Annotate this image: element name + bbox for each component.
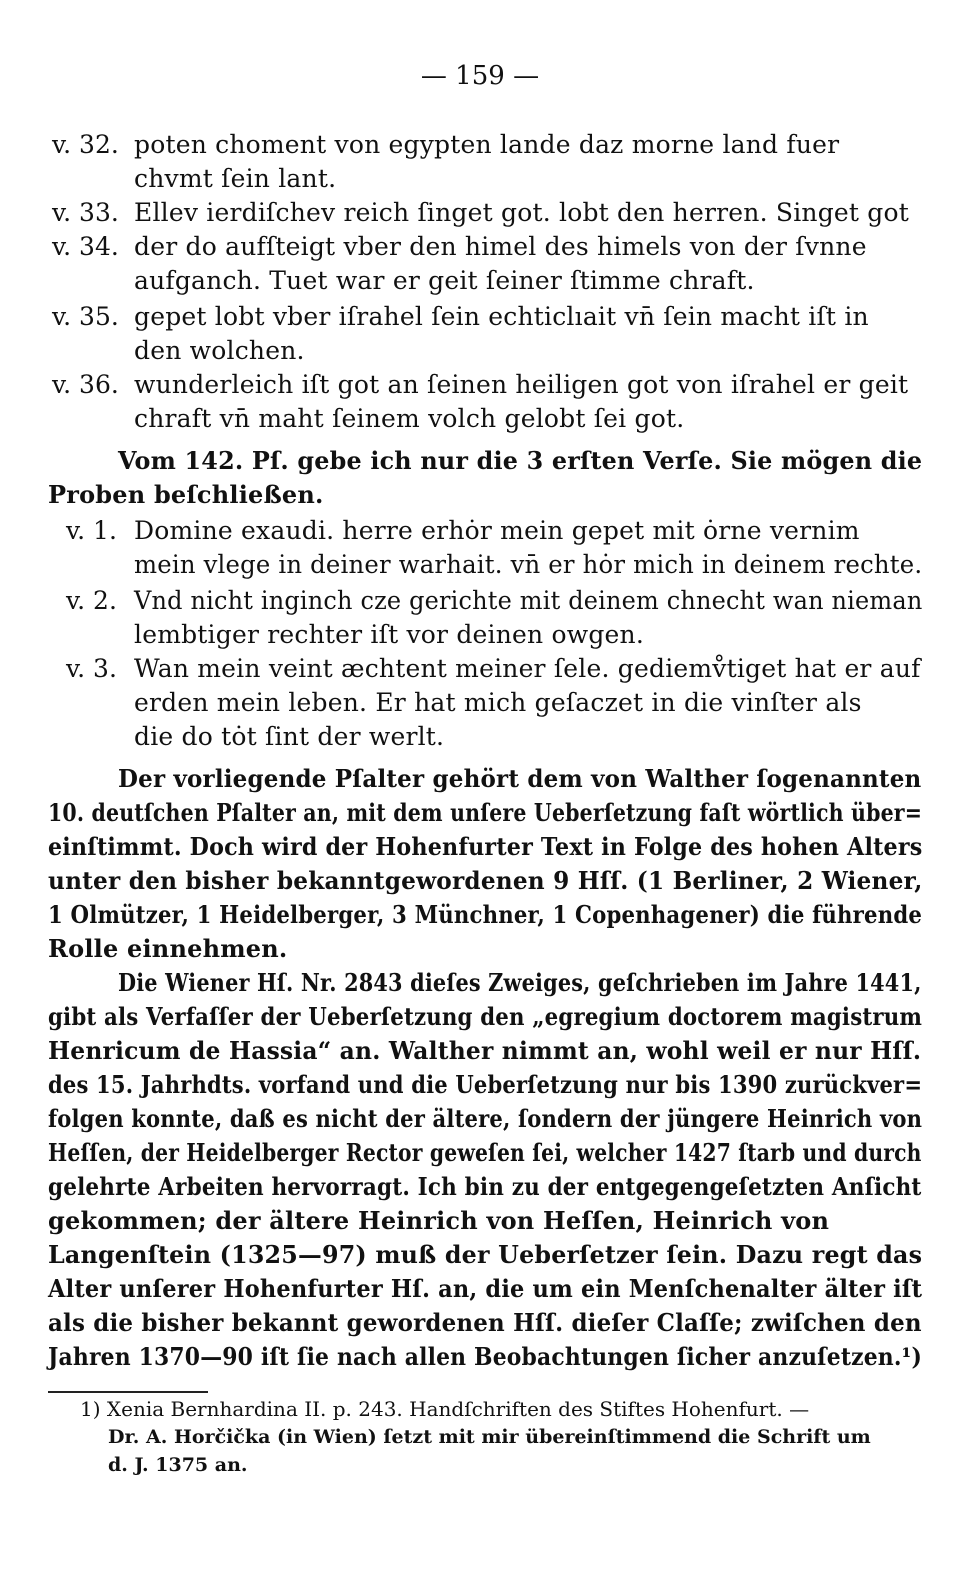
body-line: gekommen; der ältere Heinrich von Heſſen, Heinrich von: [48, 1206, 830, 1235]
verse-line: Vnd nicht inginch cze gerichte mit deinem chnecht wan nieman: [134, 586, 923, 615]
verse-line: die do tȯt ſint der werlt.: [134, 722, 445, 751]
verse-ref: v. 36.: [52, 370, 119, 399]
verse-line: der do aufſteigt vber den himel des himels von der ſvnne: [134, 232, 867, 261]
verse-ref: v. 2.: [66, 586, 117, 615]
verse-ref: v. 3.: [66, 654, 117, 683]
body-line: Die Wiener Hſ. Nr. 2843 dieſes Zweiges, geſchrieben im Jahre 1441,: [118, 968, 922, 997]
verse-line: aufganch. Tuet war er geit ſeiner ſtimme chraft.: [134, 266, 755, 295]
intro-line: Vom 142. Pſ. gebe ich nur die 3 erſten Verſe. Sie mögen die: [118, 446, 923, 475]
body-line: Langenſtein (1325—97) muß der Ueberſetzer ſein. Dazu regt das: [48, 1240, 923, 1269]
footnote-rule: [48, 1391, 208, 1393]
verse-line: poten choment von egypten lande daz morne land fuer: [134, 130, 840, 159]
body-line: einſtimmt. Doch wird der Hohenfurter Text in Folge des hohen Alters: [48, 832, 923, 861]
body-line: 10. deutſchen Pſalter an, mit dem unſere Ueberſetzung faſt wörtlich über=: [48, 798, 923, 827]
body-line: Rolle einnehmen.: [48, 934, 288, 963]
body-line: des 15. Jahrhdts. vorfand und die Ueberſetzung nur bis 1390 zurückver=: [48, 1070, 923, 1099]
verse-line: Wan mein veint æchtent meiner ſele. gediemv̊tiget hat er auf: [134, 654, 921, 683]
body-line: gelehrte Arbeiten hervorragt. Ich bin zu der entgegengeſetzten Anſicht: [48, 1172, 922, 1201]
body-line: Heſſen, der Heidelberger Rector geweſen ſei, welcher 1427 ſtarb und durch: [48, 1138, 922, 1167]
footnote-line: 1) Xenia Bernhardina II. p. 243. Handſchriften des Stiftes Hohenfurt. —: [80, 1397, 810, 1421]
body-line: Der vorliegende Pſalter gehört dem von Walther ſogenannten: [118, 764, 922, 793]
body-line: unter den bisher bekanntgewordenen 9 Hſſ. (1 Berliner, 2 Wiener,: [48, 866, 923, 895]
footnote-line: d. J. 1375 an.: [108, 1454, 248, 1476]
verse-line: Ellev ierdiſchev reich ſinget got. lobt den herren. Singet got: [134, 198, 909, 227]
verse-line: den wolchen.: [134, 336, 305, 365]
body-line: 1 Olmützer, 1 Heidelberger, 3 Münchner, 1 Copenhagener) die führende: [48, 900, 923, 929]
verse-line: chvmt ſein lant.: [134, 164, 337, 193]
body-line: Henricum de Hassia“ an. Walther nimmt an, wohl weil er nur Hſſ.: [48, 1036, 922, 1065]
verse-ref: v. 35.: [52, 302, 119, 331]
intro-line: Proben beſchließen.: [48, 480, 324, 509]
verse-ref: v. 34.: [52, 232, 119, 261]
verse-ref: v. 32.: [52, 130, 119, 159]
verse-line: lembtiger rechter iſt vor deinen owgen.: [134, 620, 644, 649]
body-line: gibt als Verfaſſer der Ueberſetzung den „egregium doctorem magistrum: [48, 1002, 923, 1031]
body-line: als die bisher bekannt gewordenen Hſſ. dieſer Claſſe; zwiſchen den: [48, 1308, 922, 1337]
body-line: folgen konnte, daß es nicht der ältere, ſondern der jüngere Heinrich von: [48, 1104, 923, 1133]
page-number: — 159 —: [420, 61, 540, 91]
verse-ref: v. 1.: [66, 516, 117, 545]
verse-line: wunderleich iſt got an ſeinen heiligen got von iſrahel er geit: [134, 370, 909, 399]
verse-line: erden mein leben. Er hat mich geſaczet in die vinſter als: [134, 688, 862, 717]
body-line: Jahren 1370—90 iſt ſie nach allen Beobachtungen ſicher anzuſetzen.¹): [48, 1342, 922, 1371]
verse-line: mein vlege in deiner warhait. vn̄ er hȯr mich in deinem rechte.: [134, 550, 923, 579]
verse-ref: v. 33.: [52, 198, 119, 227]
footnote-line: Dr. A. Horčička (in Wien) ſetzt mit mir übereinſtimmend die Schrift um: [108, 1426, 871, 1448]
body-line: Alter unſerer Hohenfurter Hſ. an, die um ein Menſchenalter älter iſt: [48, 1274, 923, 1303]
verse-line: Domine exaudi. herre erhȯr mein gepet mit ȯrne vernim: [134, 516, 860, 545]
verse-line: gepet lobt vber iſrahel ſein echticlıait vn̄ ſein macht iſt in: [134, 302, 869, 331]
verse-line: chraft vn̄ maht ſeinem volch gelobt ſei got.: [134, 404, 685, 433]
